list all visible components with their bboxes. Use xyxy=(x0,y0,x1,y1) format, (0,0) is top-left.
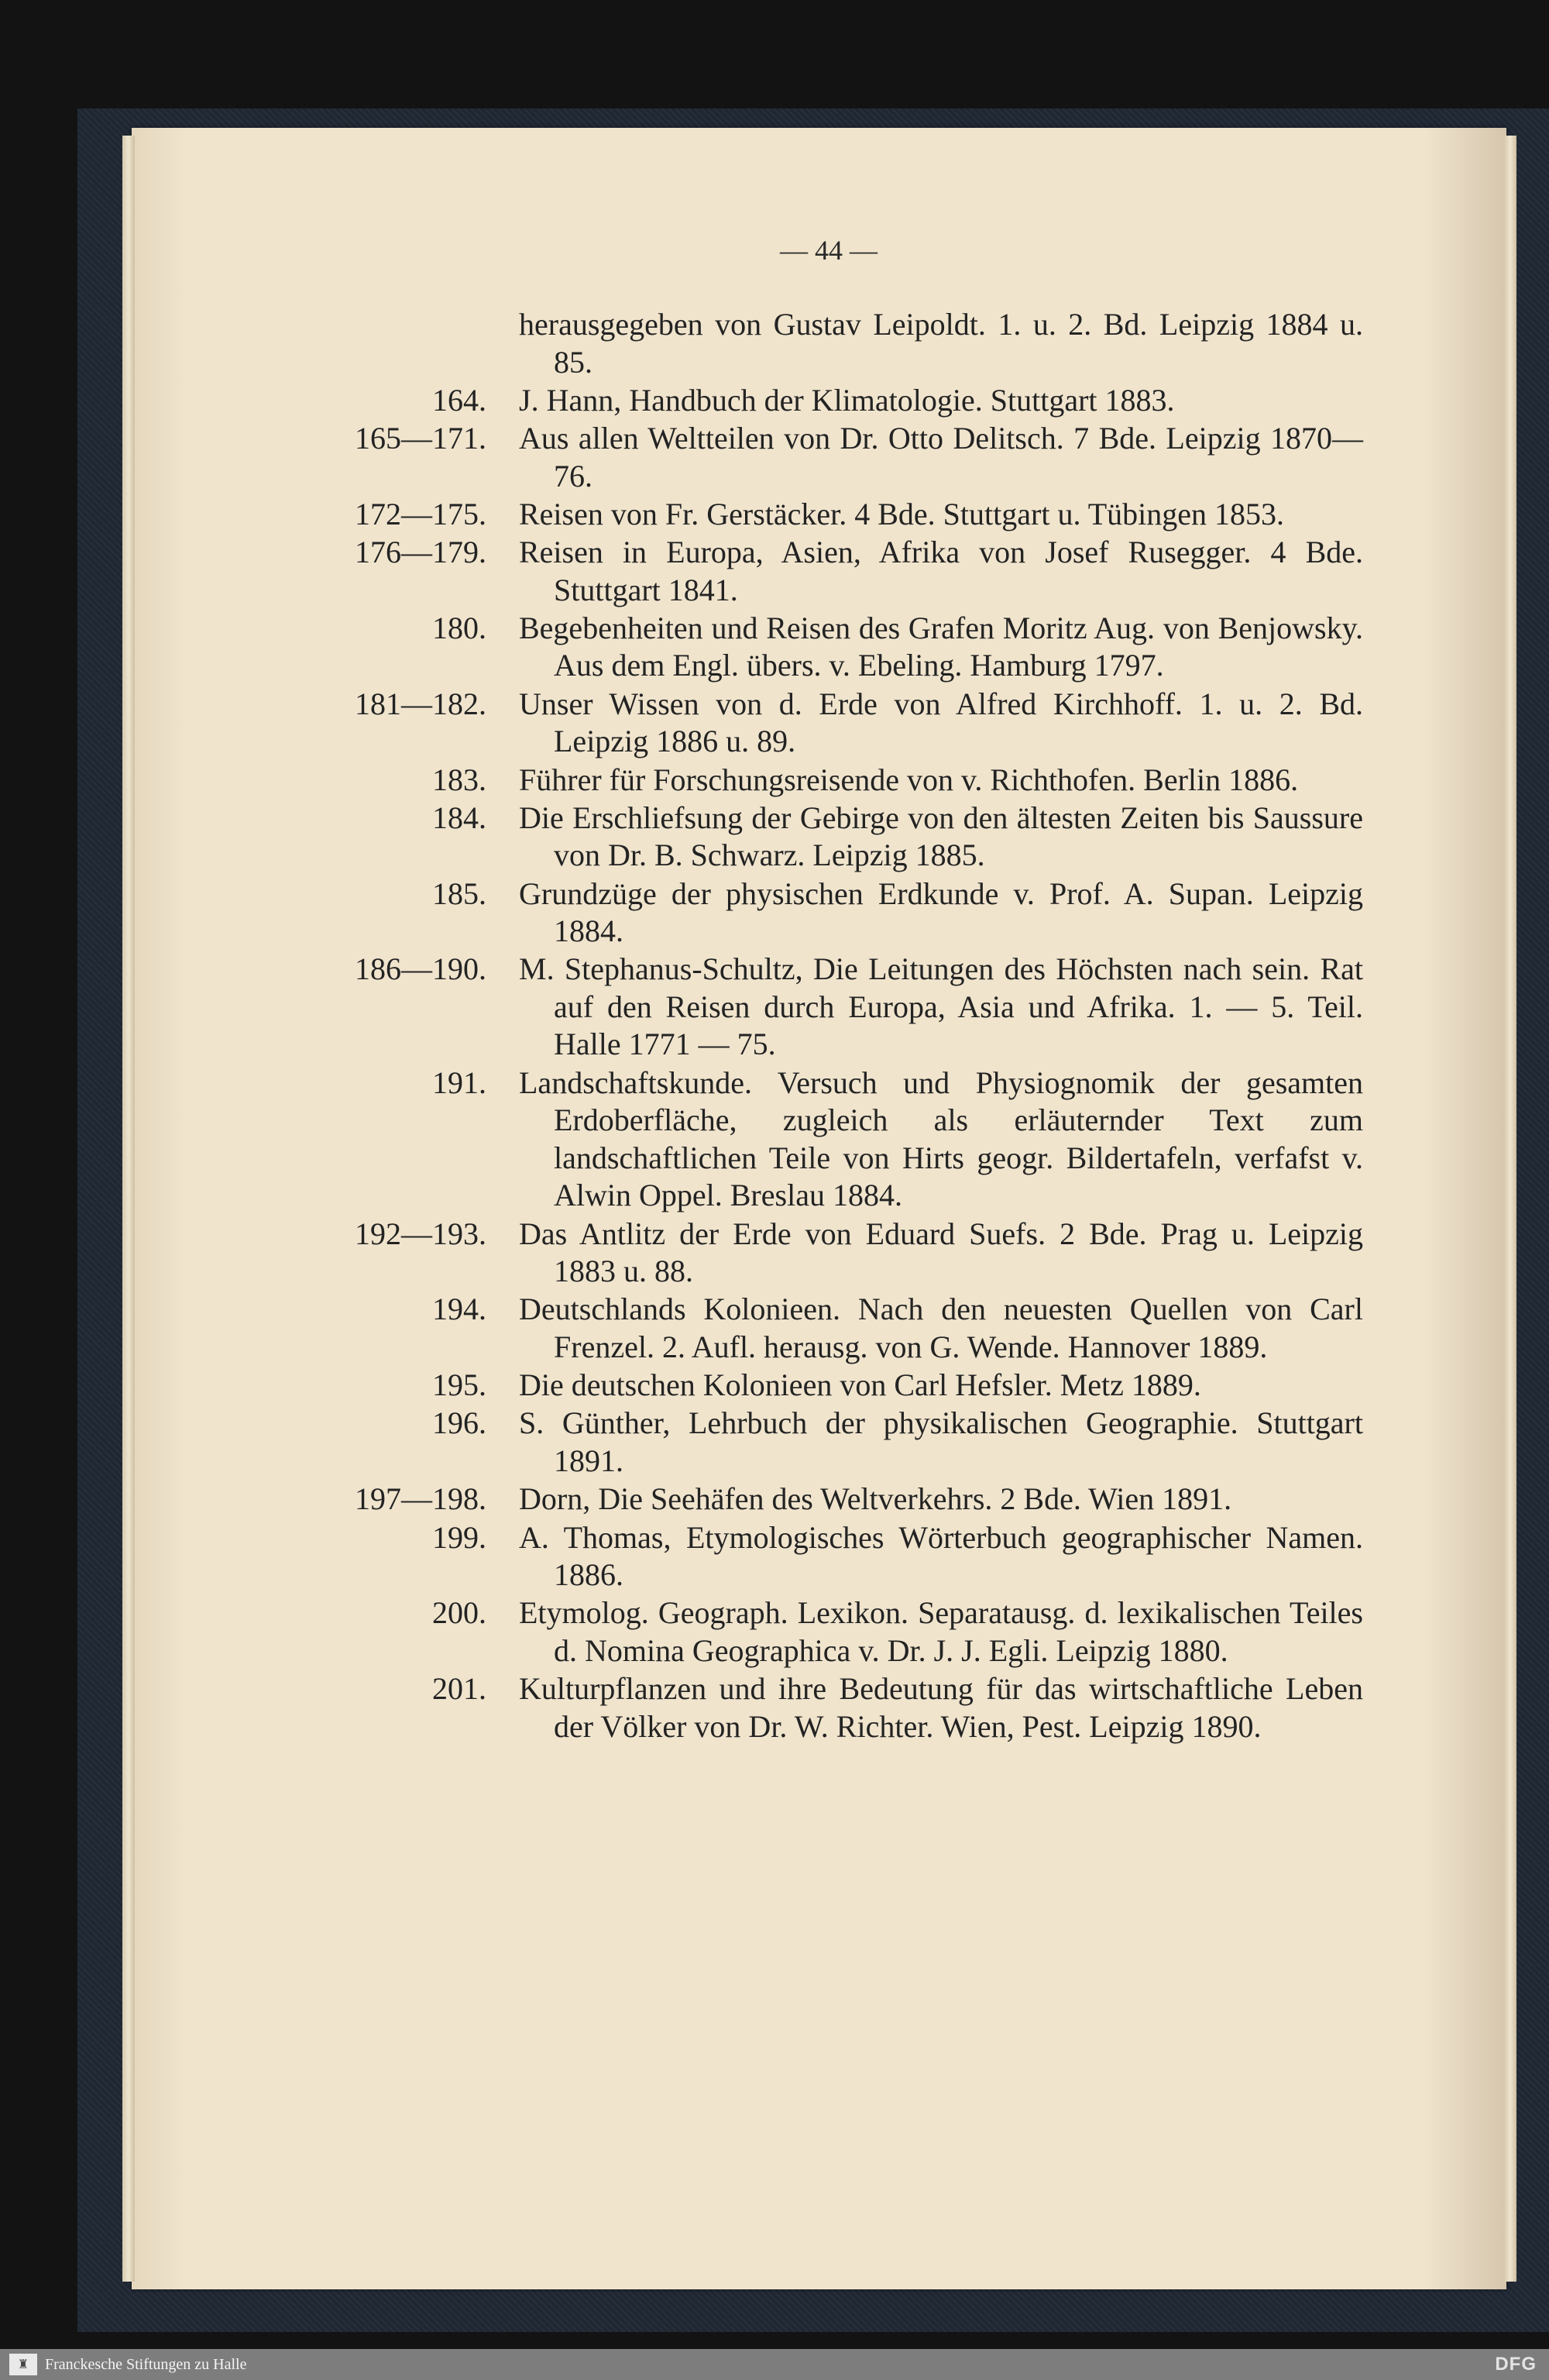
entry-text: Reisen in Europa, Asien, Afrika von Josef Rusegger. 4 Bde. Stuttgart 1841. xyxy=(519,535,1363,607)
entry-text: A. Thomas, Etymologisches Wörterbuch geographischer Namen. 1886. xyxy=(519,1519,1363,1593)
entry-number: 196. xyxy=(432,1405,486,1441)
entry-text: Etymolog. Geograph. Lexikon. Separatausg. d. lexikalischen Teiles d. Nomina Geographica v. Dr. J. J. Egli. Leipzig 1880. xyxy=(519,1595,1363,1668)
franckesche-logo-icon: ♜ xyxy=(9,2354,37,2375)
entry-number: 181—182. xyxy=(355,686,486,721)
bibliography-entry xyxy=(310,686,1363,761)
bibliography-entry xyxy=(310,1519,1363,1594)
entry-number: 195. xyxy=(432,1367,486,1403)
dfg-logo: DFG xyxy=(1495,2354,1537,2375)
footer-institution: Franckesche Stiftungen zu Halle xyxy=(45,2356,247,2373)
entry-number: 176—179. xyxy=(355,535,486,570)
entry-text: M. Stephanus-Schultz, Die Leitungen des Höchsten nach sein. Rat auf den Reisen durch Europa, Asia und Afrika. 1. — 5. Teil. Halle 1771 — 75. xyxy=(519,951,1363,1062)
entry-text: Die Erschliefsung der Gebirge von den ältesten Zeiten bis Saussure von Dr. B. Schwarz. Leipzig 1885. xyxy=(519,800,1363,873)
entry-text: J. Hann, Handbuch der Klimatologie. Stuttgart 1883. xyxy=(519,382,1175,418)
entry-number: 183. xyxy=(432,762,486,797)
page-edge-left xyxy=(122,136,135,2282)
bibliography-entry xyxy=(310,1064,1363,1215)
entry-number: 191. xyxy=(432,1064,486,1100)
entry-text: Begebenheiten und Reisen des Grafen Moritz Aug. von Benjowsky. Aus dem Engl. übers. v. Ebeling. Hamburg 1797. xyxy=(519,610,1363,683)
bibliography-entry xyxy=(310,1481,1363,1518)
bibliography-entry xyxy=(310,875,1363,951)
bibliography-entry xyxy=(310,1405,1363,1480)
footer-bar xyxy=(0,2349,1549,2380)
bibliography-entry xyxy=(310,382,1363,420)
bibliography-list xyxy=(310,306,1363,1746)
entry-text: Grundzüge der physischen Erdkunde v. Prof. A. Supan. Leipzig 1884. xyxy=(519,875,1363,949)
entry-number: 165—171. xyxy=(355,421,486,456)
bibliography-entry xyxy=(310,800,1363,875)
entry-number: 201. xyxy=(432,1671,486,1707)
bibliography-entry xyxy=(310,951,1363,1064)
entry-number: 194. xyxy=(432,1291,486,1327)
bibliography-entry xyxy=(310,420,1363,495)
bibliography-entry xyxy=(310,1594,1363,1670)
entry-text: Aus allen Weltteilen von Dr. Otto Delitsch. 7 Bde. Leipzig 1870—76. xyxy=(519,421,1363,494)
entry-text: Führer für Forschungsreisende von v. Richthofen. Berlin 1886. xyxy=(519,762,1299,797)
bibliography-entry xyxy=(310,610,1363,685)
entry-text: Unser Wissen von d. Erde von Alfred Kirchhoff. 1. u. 2. Bd. Leipzig 1886 u. 89. xyxy=(519,686,1363,759)
entry-text: Das Antlitz der Erde von Eduard Suefs. 2 Bde. Prag u. Leipzig 1883 u. 88. xyxy=(519,1216,1363,1289)
entry-number: 180. xyxy=(432,610,486,645)
bibliography-entry xyxy=(310,1367,1363,1405)
page-number: — 44 — xyxy=(780,235,878,266)
bibliography-entry xyxy=(310,1670,1363,1745)
entry-number: 184. xyxy=(432,800,486,835)
bibliography-entry xyxy=(310,1216,1363,1291)
entry-number: 164. xyxy=(432,382,486,418)
entry-number: 185. xyxy=(432,875,486,911)
entry-text: herausgegeben von Gustav Leipoldt. 1. u. 2. Bd. Leipzig 1884 u. 85. xyxy=(519,307,1363,380)
page-edge-right xyxy=(1504,136,1516,2282)
bibliography-entry xyxy=(310,534,1363,609)
entry-number: 192—193. xyxy=(355,1216,486,1251)
entry-text: S. Günther, Lehrbuch der physikalischen Geographie. Stuttgart 1891. xyxy=(519,1405,1363,1478)
bibliography-entry xyxy=(310,1291,1363,1366)
bibliography-entry xyxy=(310,496,1363,534)
entry-number: 200. xyxy=(432,1595,486,1631)
bibliography-entry xyxy=(310,762,1363,800)
entry-text: Landschaftskunde. Versuch und Physiognomik der gesamten Erdoberfläche, zugleich als erläuternder Text zum landschaftlichen Teile von Hirts geogr. Bildertafeln, verfafst v. Alwin Oppel. Breslau 1884. xyxy=(519,1064,1363,1213)
entry-text: Reisen von Fr. Gerstäcker. 4 Bde. Stuttgart u. Tübingen 1853. xyxy=(519,496,1285,531)
entry-text: Deutschlands Kolonieen. Nach den neuesten Quellen von Carl Frenzel. 2. Aufl. herausg. von G. Wende. Hannover 1889. xyxy=(519,1291,1363,1364)
bibliography-entry xyxy=(310,306,1363,381)
entry-number: 186—190. xyxy=(355,951,486,987)
entry-text: Die deutschen Kolonieen von Carl Hefsler. Metz 1889. xyxy=(519,1367,1201,1403)
entry-number: 199. xyxy=(432,1519,486,1555)
entry-number: 172—175. xyxy=(355,496,486,531)
entry-number: 197—198. xyxy=(355,1481,486,1517)
entry-text: Kulturpflanzen und ihre Bedeutung für das wirtschaftliche Leben der Völker von Dr. W. Richter. Wien, Pest. Leipzig 1890. xyxy=(519,1671,1363,1744)
entry-text: Dorn, Die Seehäfen des Weltverkehrs. 2 Bde. Wien 1891. xyxy=(519,1481,1232,1517)
